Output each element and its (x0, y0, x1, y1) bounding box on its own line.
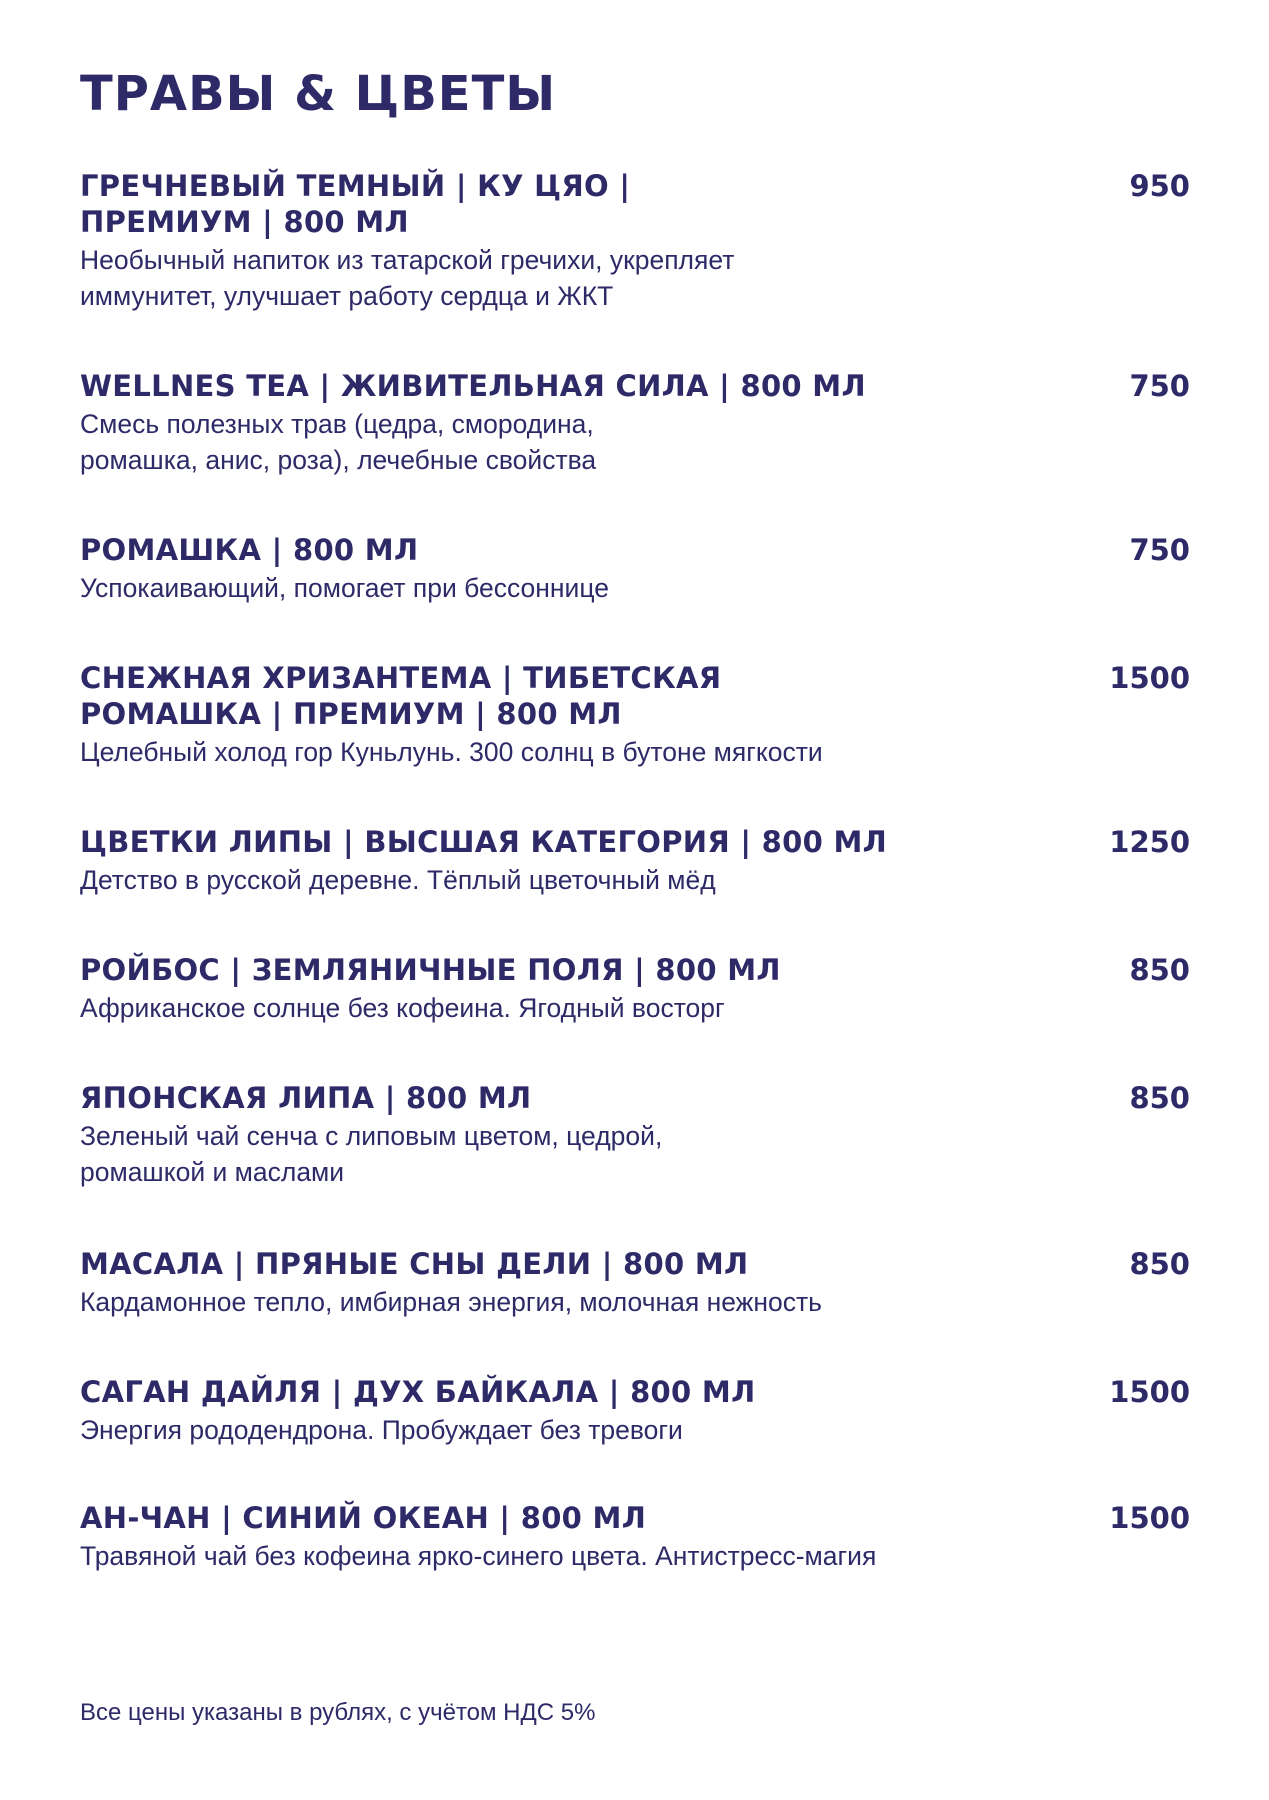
menu-item (80, 660, 1190, 770)
menu-item-name: WELLNES TEA | ЖИВИТЕЛЬНАЯ СИЛА | 800 МЛ (80, 369, 866, 403)
menu-item-price: 950 (1129, 169, 1190, 203)
menu-item-description: Необычный напиток из татарской гречихи, укрепляет иммунитет, улучшает работу сердца и ЖКТ (80, 245, 735, 311)
menu-item-description: Травяной чай без кофеина ярко-синего цвета. Антистресс-магия (80, 1541, 877, 1571)
page-title: ТРАВЫ & ЦВЕТЫ (80, 66, 557, 122)
menu-item-name: АН-ЧАН | СИНИЙ ОКЕАН | 800 МЛ (80, 1501, 647, 1535)
menu-item-description: Смесь полезных трав (цедра, смородина, ромашка, анис, роза), лечебные свойства (80, 409, 597, 475)
menu-item (80, 1246, 1190, 1320)
menu-item (80, 1080, 1190, 1190)
price-footnote: Все цены указаны в рублях, с учётом НДС 5% (80, 1699, 596, 1726)
menu-item (80, 1500, 1190, 1574)
menu-item (80, 824, 1190, 898)
menu-item-name: ГРЕЧНЕВЫЙ ТЕМНЫЙ | КУ ЦЯО | ПРЕМИУМ | 800 МЛ (80, 169, 631, 239)
menu-item-price: 1500 (1109, 1501, 1190, 1535)
menu-item-description: Энергия рододендрона. Пробуждает без тревоги (80, 1415, 683, 1445)
menu-item (80, 368, 1190, 478)
menu-item-name: РОМАШКА | 800 МЛ (80, 533, 419, 567)
menu-item-price: 850 (1129, 953, 1190, 987)
menu-item-price: 750 (1129, 533, 1190, 567)
menu-item-description: Африканское солнце без кофеина. Ягодный восторг (80, 993, 725, 1023)
menu-item-name: СНЕЖНАЯ ХРИЗАНТЕМА | ТИБЕТСКАЯ РОМАШКА | ПРЕМИУМ | 800 МЛ (80, 661, 722, 731)
menu-item-price: 850 (1129, 1247, 1190, 1281)
menu-item-description: Зеленый чай сенча с липовым цветом, цедрой, ромашкой и маслами (80, 1121, 663, 1187)
menu-item-description: Успокаивающий, помогает при бессоннице (80, 573, 609, 603)
menu-item-name: САГАН ДАЙЛЯ | ДУХ БАЙКАЛА | 800 МЛ (80, 1375, 756, 1409)
menu-item (80, 532, 1190, 606)
menu-item-price: 1250 (1109, 825, 1190, 859)
menu-item-price: 850 (1129, 1081, 1190, 1115)
menu-item-description: Целебный холод гор Куньлунь. 300 солнц в бутоне мягкости (80, 737, 823, 767)
menu-item-price: 750 (1129, 369, 1190, 403)
menu-item-name: ЯПОНСКАЯ ЛИПА | 800 МЛ (80, 1081, 532, 1115)
menu-item-name: ЦВЕТКИ ЛИПЫ | ВЫСШАЯ КАТЕГОРИЯ | 800 МЛ (80, 825, 888, 859)
menu-item-description: Детство в русской деревне. Тёплый цветочный мёд (80, 865, 716, 895)
menu-item (80, 1374, 1190, 1448)
menu-item-price: 1500 (1109, 661, 1190, 695)
menu-item (80, 168, 1190, 314)
menu-item-name: РОЙБОС | ЗЕМЛЯНИЧНЫЕ ПОЛЯ | 800 МЛ (80, 953, 781, 987)
menu-item-description: Кардамонное тепло, имбирная энергия, молочная нежность (80, 1287, 822, 1317)
menu-item (80, 952, 1190, 1026)
menu-item-name: МАСАЛА | ПРЯНЫЕ СНЫ ДЕЛИ | 800 МЛ (80, 1247, 749, 1281)
menu-item-price: 1500 (1109, 1375, 1190, 1409)
